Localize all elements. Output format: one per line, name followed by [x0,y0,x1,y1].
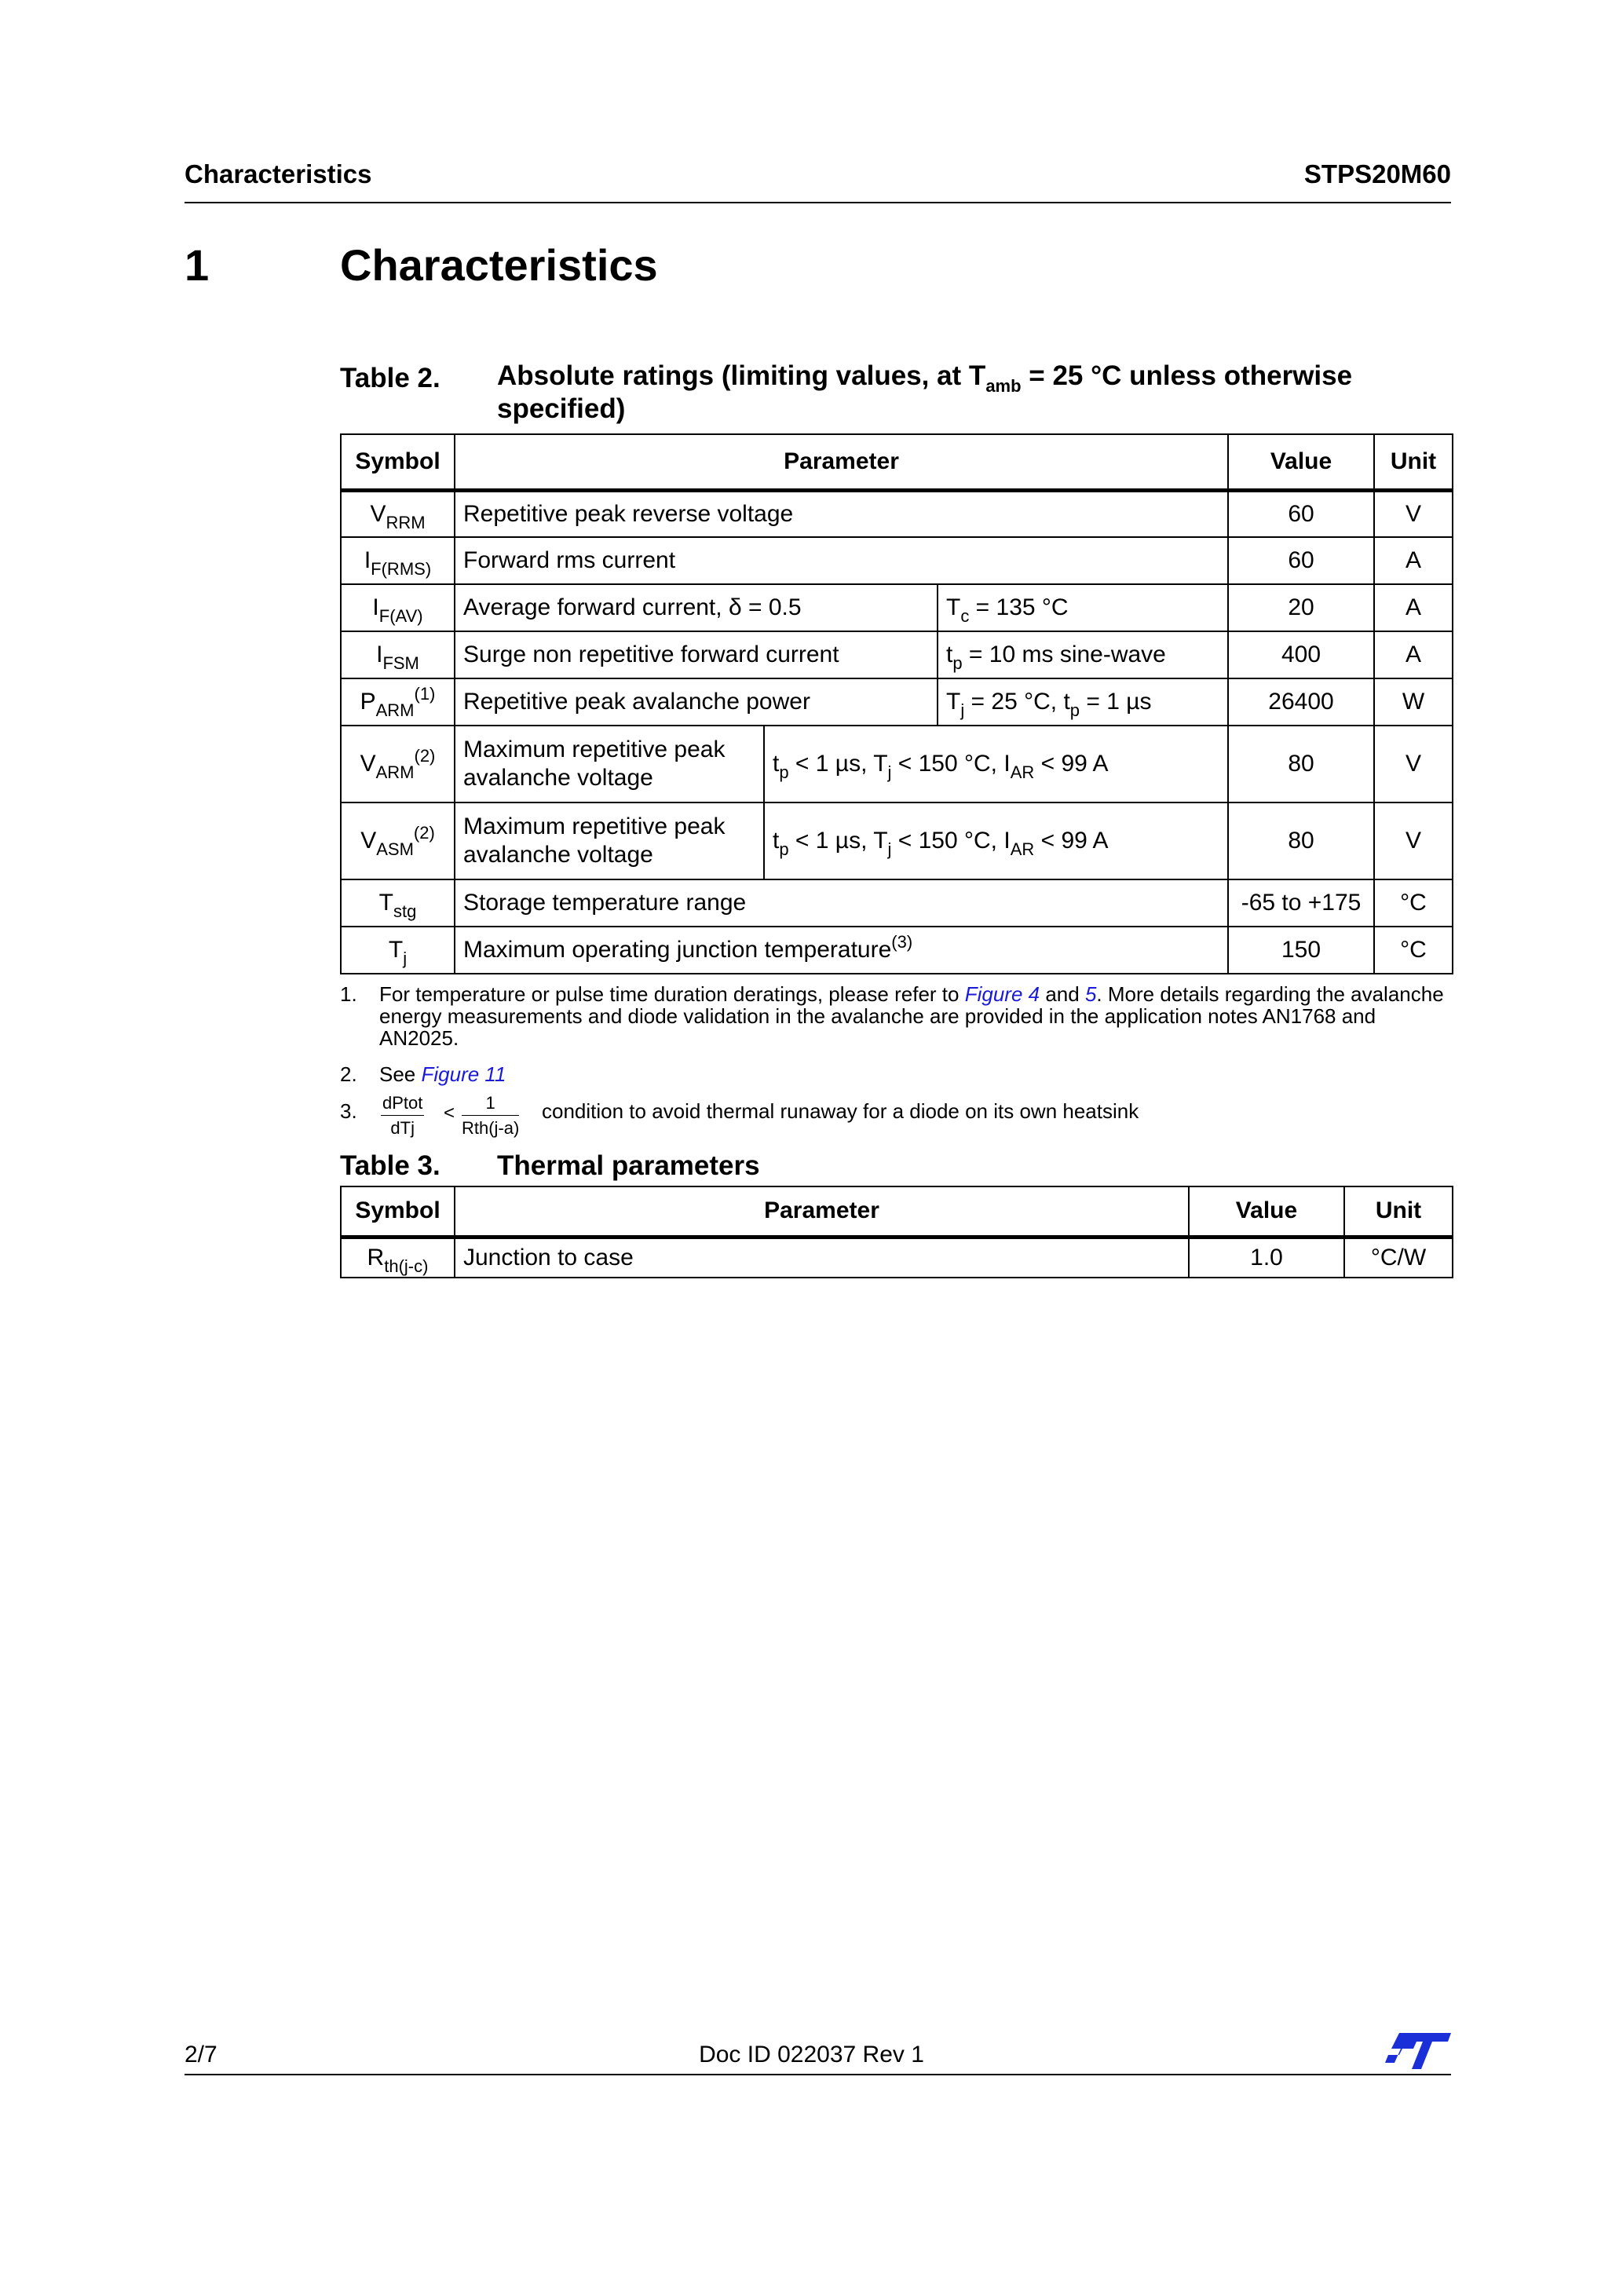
unit-cell: V [1374,803,1453,879]
symbol-cell: $T_j$ [341,927,455,974]
table3-label: Table 3. [340,1150,440,1181]
parameter-cell: Repetitive peak reverse voltage [455,490,1228,537]
value-cell: 26400 [1228,678,1374,726]
table-row [341,678,1453,726]
table-row [341,631,1453,678]
header-unit: Unit [1374,434,1453,490]
table-row [341,537,1453,584]
symbol-cell: $V_{ASM}^{(2)}$ [341,803,455,879]
running-header-section: Characteristics [185,159,372,188]
header-value: Value [1189,1186,1344,1237]
parameter-cell: Surge non repetitive forward current [455,631,938,678]
note-2-number: 2. [340,1062,357,1086]
unit-cell: °C [1374,879,1453,927]
table2-caption: Absolute ratings (limiting values, at $T_{amb} = 25$ °C unless otherwise specified) [497,360,1353,424]
value-cell: 80 [1228,726,1374,803]
value-cell: 400 [1228,631,1374,678]
note-2-text: See Figure 11 [379,1062,506,1086]
table3-caption: Thermal parameters [497,1150,760,1181]
fraction-dptot-dtj: dPtot dTj [382,1093,423,1138]
condition-cell: $T_c = 135$ °C [938,584,1228,631]
symbol-cell: $I_{F(RMS)}$ [341,537,455,584]
figure-11-link[interactable]: Figure 11 [421,1062,506,1086]
symbol-cell: $V_{ARM}^{(2)}$ [341,726,455,803]
note-3-number: 3. [340,1099,357,1123]
parameter-cell: Maximum operating junction temperature$^{(3)}$ [455,927,1228,974]
header-parameter: Parameter [455,1186,1189,1237]
symbol-cell: $V_{RRM}$ [341,490,455,537]
table-row [341,879,1453,927]
section-title: Characteristics [340,240,658,290]
fraction-1-rth: 1 Rth(j-a) [462,1093,520,1138]
unit-cell: °C/W [1344,1237,1453,1278]
header-parameter: Parameter [455,434,1228,490]
doc-id: Doc ID 022037 Rev 1 [699,2042,924,2067]
section-number: 1 [185,240,210,290]
note-1-number: 1. [340,982,357,1006]
parameter-cell: Maximum repetitive peak avalanche voltage [455,803,764,879]
less-than-sign: < [444,1102,455,1124]
figure-5-link[interactable]: 5 [1084,982,1097,1006]
table-row [341,584,1453,631]
value-cell: -65 to +175 [1228,879,1374,927]
figure-4-link[interactable]: Figure 4 [964,982,1040,1006]
page-number: 2/7 [185,2042,217,2067]
table-header-row [341,1186,1453,1237]
unit-cell: V [1374,490,1453,537]
condition-cell: $T_j = 25$ °C, $t_p = 1$ µs [938,678,1228,726]
note-3-text: condition to avoid thermal runaway for a diode on its own heatsink [542,1099,1139,1123]
symbol-cell: $R_{th(j-c)}$ [341,1237,455,1278]
unit-cell: W [1374,678,1453,726]
symbol-cell: $T_{stg}$ [341,879,455,927]
parameter-cell: Maximum repetitive peak avalanche voltage [455,726,764,803]
unit-cell: A [1374,584,1453,631]
parameter-cell: Average forward current, δ = 0.5 [455,584,938,631]
unit-cell: A [1374,537,1453,584]
st-logo [1384,2031,1453,2071]
condition-cell: $t_p < 1$ µs, $T_j < 150$ °C, $I_{AR} < 99$ A [764,803,1228,879]
table-row [341,1237,1453,1278]
unit-cell: °C [1374,927,1453,974]
value-cell: 150 [1228,927,1374,974]
header-rule [185,202,1451,203]
absolute-ratings-table [340,433,1453,974]
header-value: Value [1228,434,1374,490]
unit-cell: V [1374,726,1453,803]
value-cell: 60 [1228,537,1374,584]
table-header-row [341,434,1453,490]
header-unit: Unit [1344,1186,1453,1237]
table-row [341,726,1453,803]
note-1-text: For temperature or pulse time duration deratings, please refer to Figure 4 and 5. More details regarding the avalanche energy measurements and diode validation in the avalanche are provided in the application notes AN1768 and AN2025. [379,982,1444,1050]
table-row [341,803,1453,879]
value-cell: 80 [1228,803,1374,879]
condition-cell: $t_p < 1$ µs, $T_j < 150$ °C, $I_{AR} < 99$ A [764,726,1228,803]
value-cell: 60 [1228,490,1374,537]
unit-cell: A [1374,631,1453,678]
header-symbol: Symbol [341,1186,455,1237]
thermal-parameters-table [340,1186,1453,1278]
footer-rule [185,2074,1451,2075]
table2-label: Table 2. [340,363,440,393]
table-row [341,490,1453,537]
symbol-cell: $P_{ARM}^{(1)}$ [341,678,455,726]
value-cell: 20 [1228,584,1374,631]
parameter-cell: Repetitive peak avalanche power [455,678,938,726]
parameter-cell: Junction to case [455,1237,1189,1278]
value-cell: 1.0 [1189,1237,1344,1278]
symbol-cell: $I_{FSM}$ [341,631,455,678]
parameter-cell: Storage temperature range [455,879,1228,927]
symbol-cell: $I_{F(AV)}$ [341,584,455,631]
table-row [341,927,1453,974]
header-symbol: Symbol [341,434,455,490]
parameter-cell: Forward rms current [455,537,1228,584]
running-header-part: STPS20M60 [1303,159,1451,188]
condition-cell: $t_p = 10$ ms sine-wave [938,631,1228,678]
